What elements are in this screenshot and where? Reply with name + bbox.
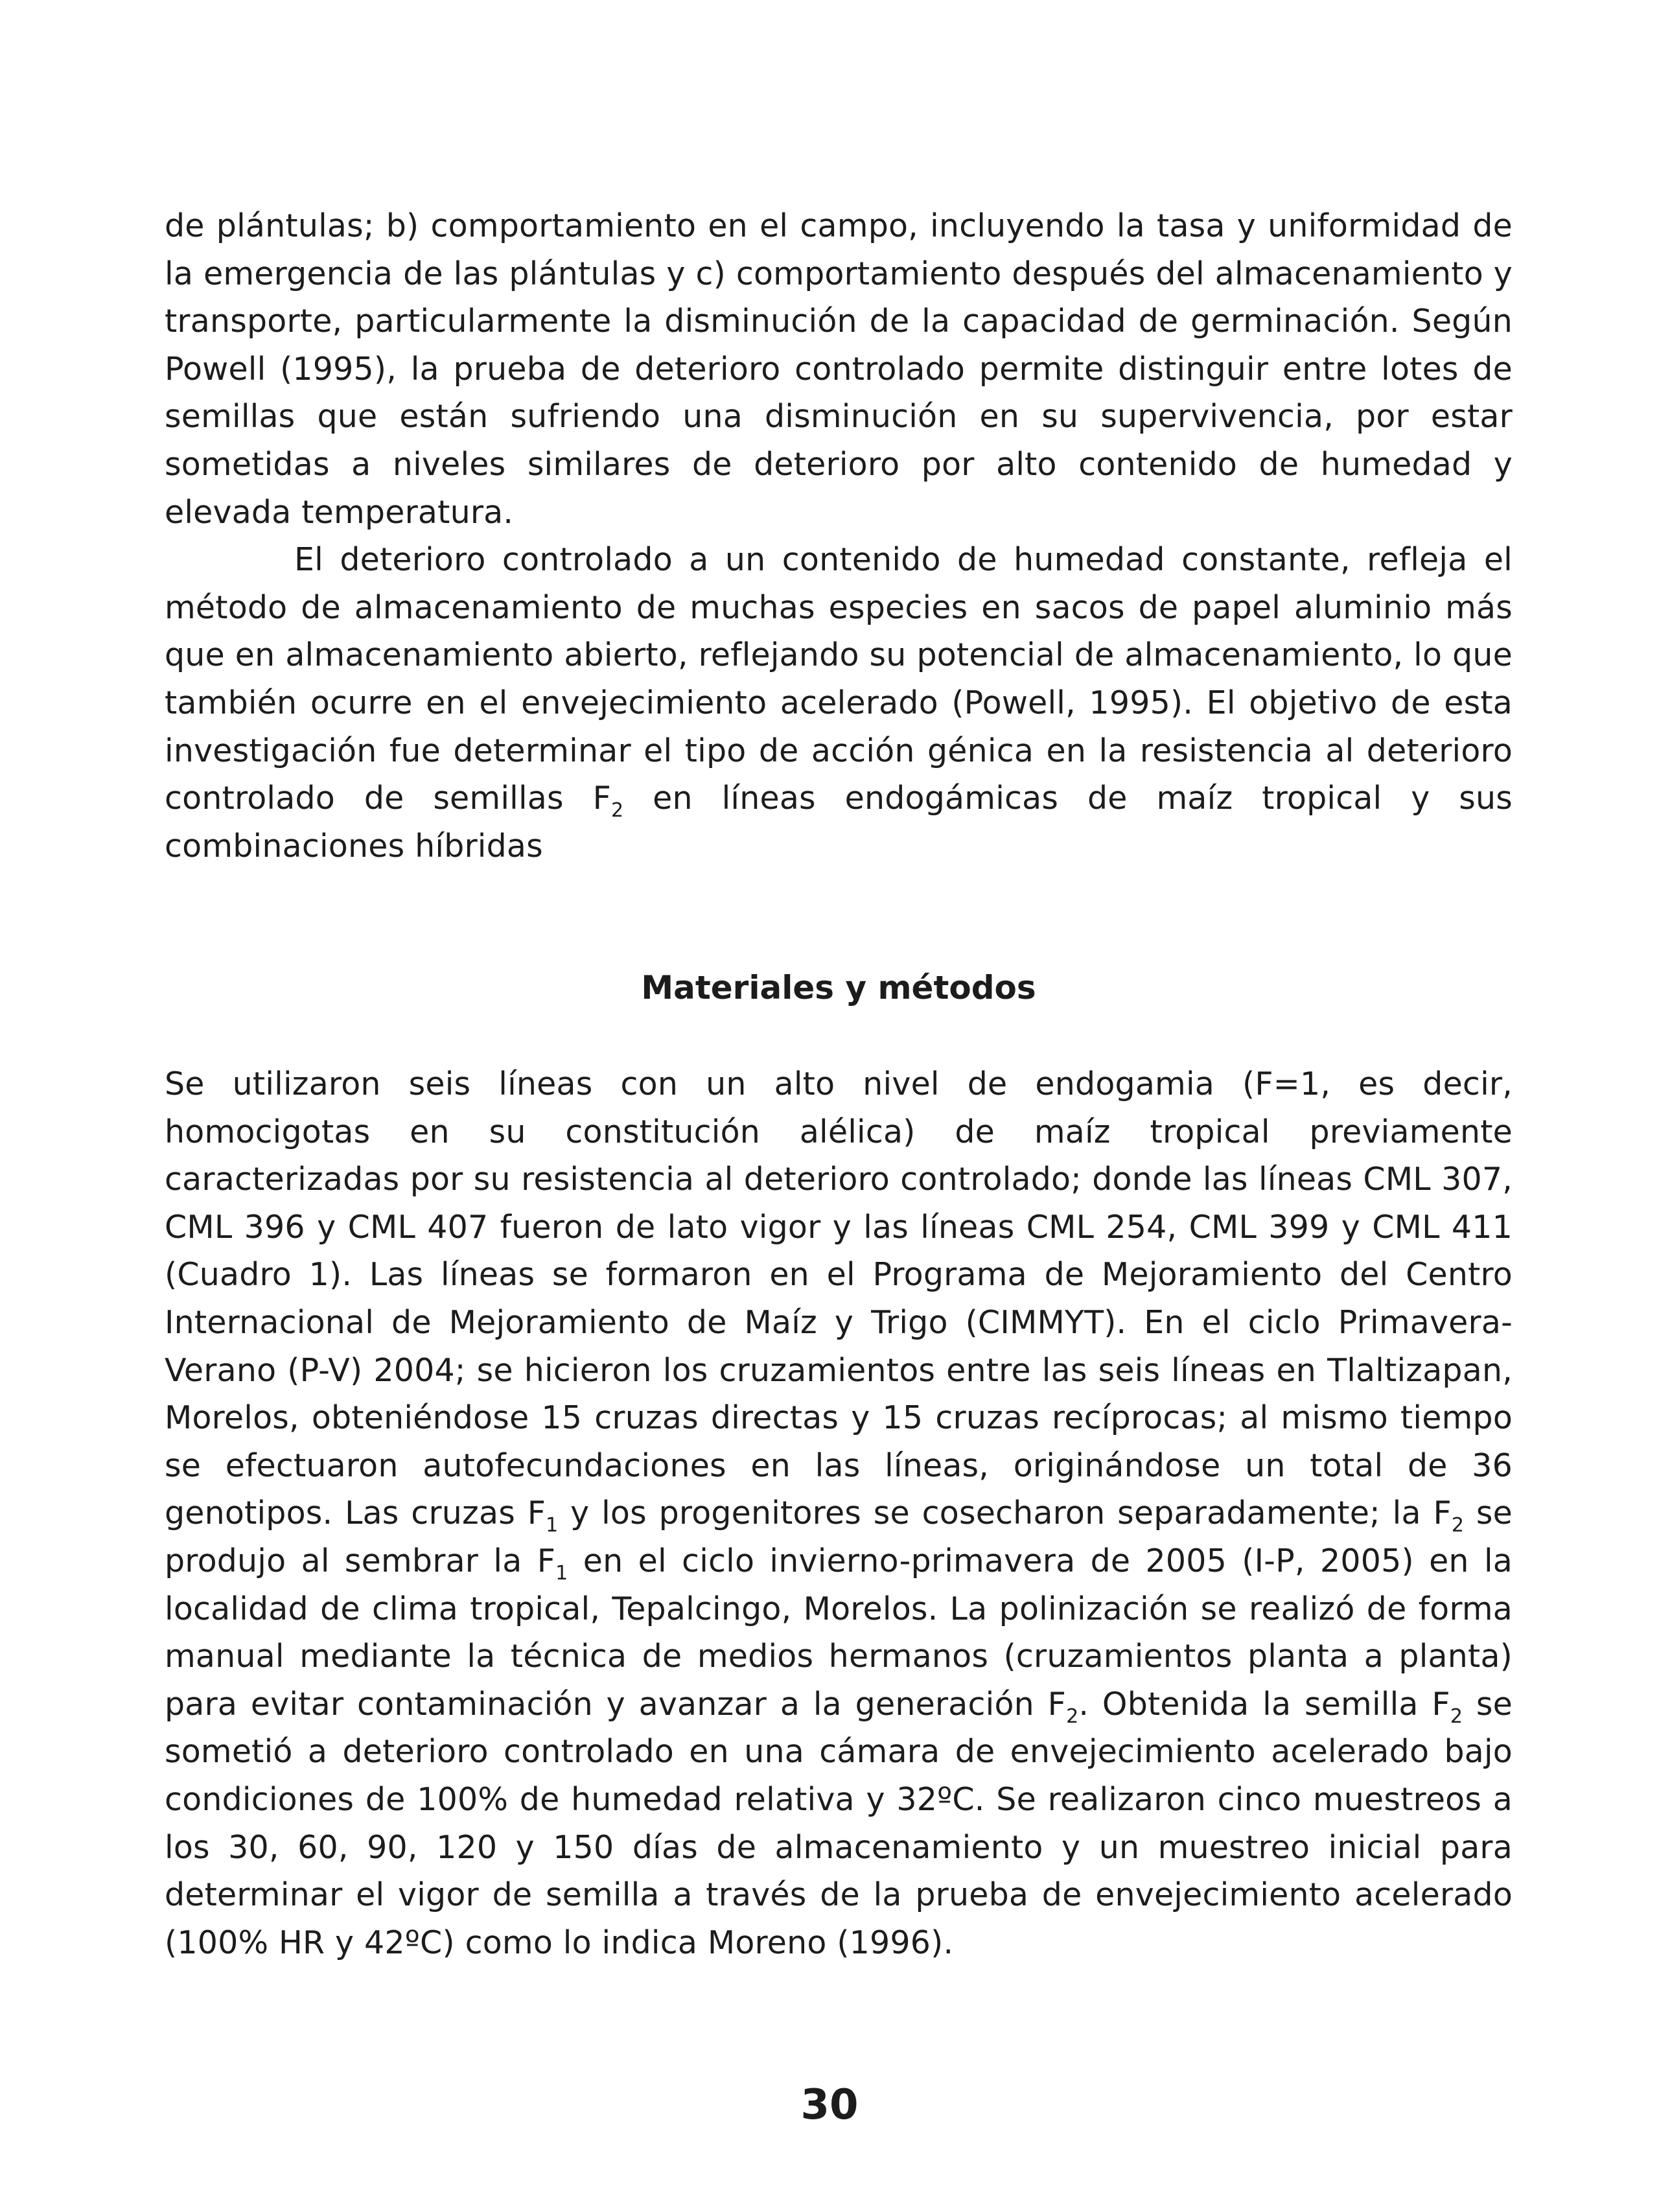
methods-text-4: en el ciclo invierno-primavera de 2005 (I-P, 2005) en la localidad de clima tropical, Tepalcingo, Morelos. La polinización se realizó de forma manual mediante la técnica de medios hermanos (cruzamientos planta a planta) para evitar contaminación y avanzar a la generación F bbox=[165, 1542, 1513, 1723]
methods-text-1: Se utilizaron seis líneas con un alto nivel de endogamia (F=1, es decir, homocigotas en su constitución alélica) de maíz tropical previamente caracterizadas por su resistencia al deterioro controlado; donde las líneas CML 307, CML 396 y CML 407 fueron de lato vigor y las líneas CML 254, CML 399 y CML 411 (Cuadro 1). Las líneas se formaron en el Programa de Mejoramiento del Centro Internacional de Mejoramiento de Maíz y Trigo (CIMMYT). En el ciclo Primavera-Verano (P-V) 2004; se hicieron los cruzamientos entre las seis líneas en Tlaltizapan, Morelos, obteniéndose 15 cruzas directas y 15 cruzas recíprocas; al mismo tiempo se efectuaron autofecundaciones en las líneas, originándose un total de 36 genotipos. Las cruzas F bbox=[165, 1065, 1513, 1532]
intro-paragraph-1: de plántulas; b) comportamiento en el campo, incluyendo la tasa y uniformidad de la emergencia de las plántulas y c) comportamiento después del almacenamiento y transporte, particularmente la disminución de la capacidad de germinación. Según Powell (1995), la prueba de deterioro controlado permite distinguir entre lotes de semillas que están sufriendo una disminución en su supervivencia, por estar sometidas a niveles similares de deterioro por alto contenido de humedad y elevada temperatura. bbox=[165, 207, 1513, 531]
section-heading: Materiales y métodos bbox=[641, 969, 1036, 1007]
methods-section bbox=[165, 1060, 1513, 1966]
subscript-f2: 2 bbox=[1451, 1514, 1465, 1537]
methods-text-6: se sometió a deterioro controlado en una cámara de envejecimiento acelerado bajo condiciones de 100% de humedad relativa y 32ºC. Se realizaron cinco muestreos a los 30, 60, 90, 120 y 150 días de almacenamiento y un muestreo inicial para determinar el vigor de semilla a través de la prueba de envejecimiento acelerado (100% HR y 42ºC) como lo indica Moreno (1996). bbox=[165, 1685, 1513, 1961]
subscript-f2: 2 bbox=[1450, 1705, 1463, 1728]
subscript-f1: 1 bbox=[555, 1561, 568, 1585]
intro-paragraph-2-text-a: El deterioro controlado a un contenido de humedad constante, refleja el método de almacenamiento de muchas especies en sacos de papel aluminio más que en almacenamiento abierto, reflejando su potencial de almacenamiento, lo que también ocurre en el envejecimiento acelerado (Powell, 1995). El objetivo de esta investigación fue determinar el tipo de acción génica en la resistencia al deterioro controlado de semillas F bbox=[165, 541, 1513, 817]
intro-paragraph-2 bbox=[165, 536, 1513, 870]
subscript-f1: 1 bbox=[546, 1514, 559, 1537]
methods-text-2: y los progenitores se cosecharon separadamente; la F bbox=[558, 1495, 1452, 1532]
methods-paragraph bbox=[165, 1060, 1513, 1966]
page-number: 30 bbox=[800, 2081, 859, 2129]
subscript-f2: 2 bbox=[1066, 1705, 1079, 1728]
methods-text-3: se produjo al sembrar la F bbox=[165, 1495, 1513, 1579]
subscript-f2: 2 bbox=[610, 799, 624, 822]
intro-section bbox=[165, 202, 1513, 870]
intro-paragraph-2-text-b: en líneas endogámicas de maíz tropical y sus combinaciones híbridas bbox=[165, 780, 1513, 865]
methods-text-5: . Obtenida la semilla F bbox=[1078, 1685, 1450, 1723]
